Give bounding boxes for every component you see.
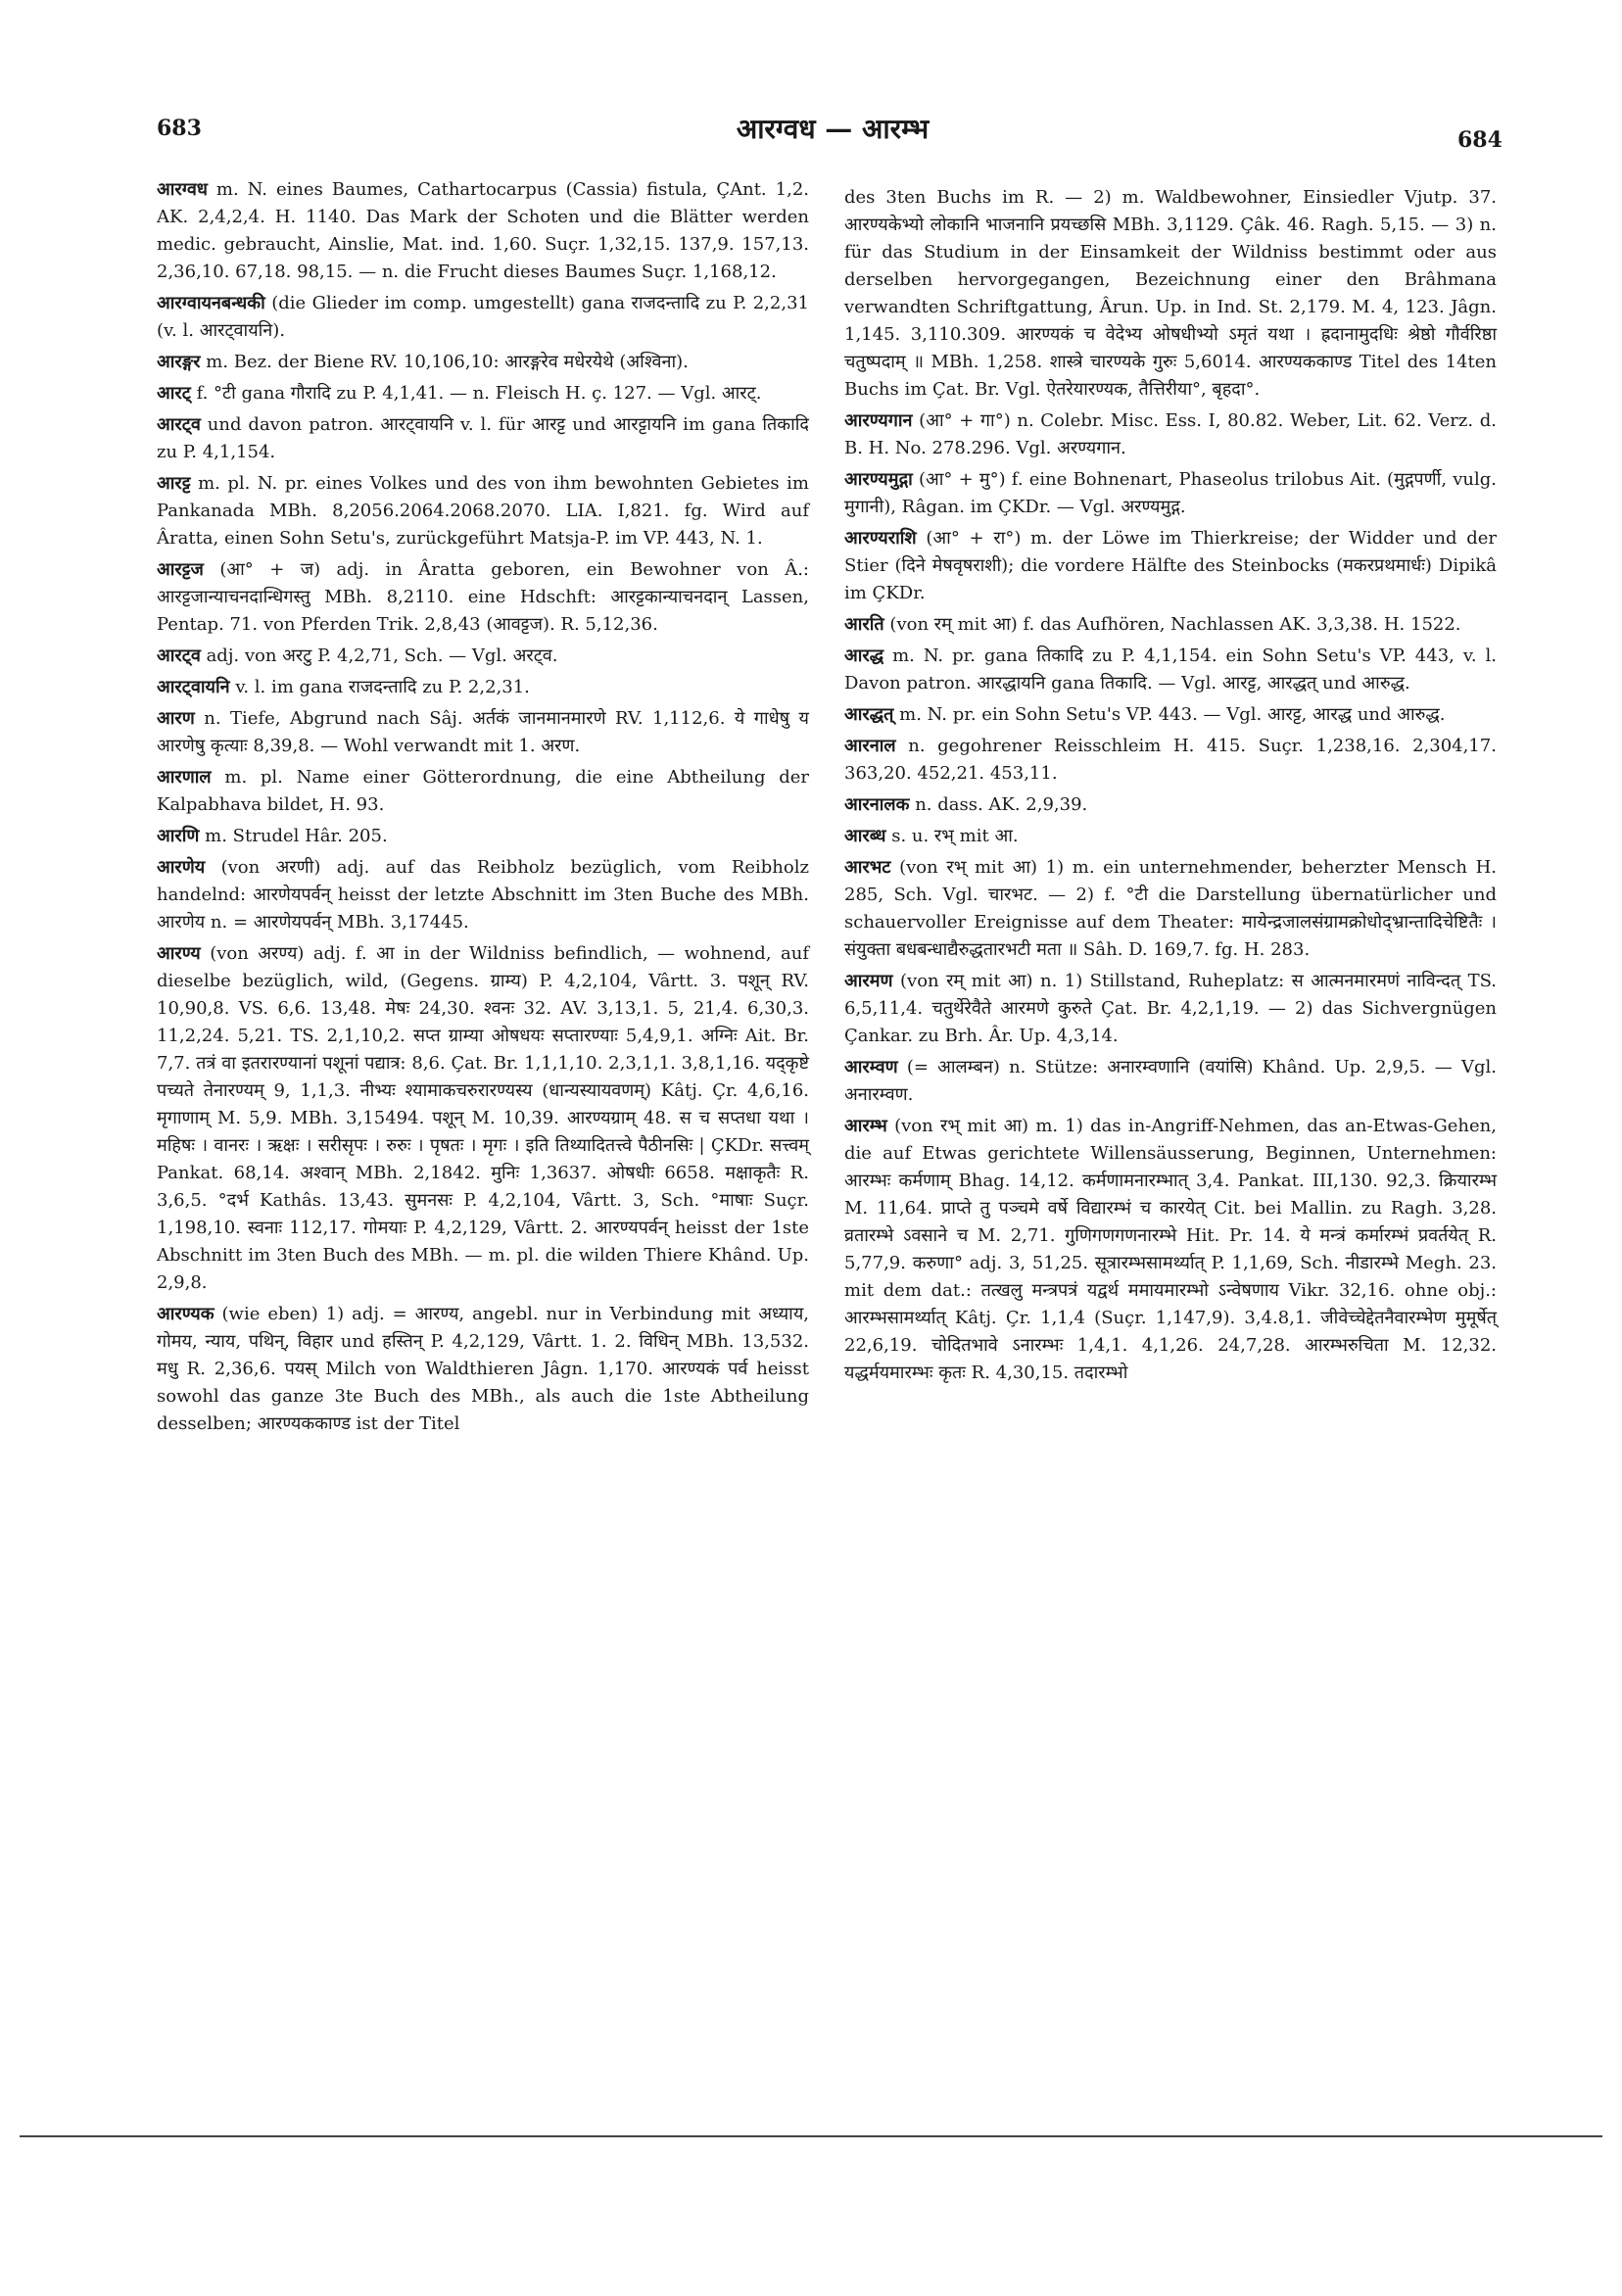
- entry-headword: आरङ्गर: [157, 352, 201, 372]
- entry-definition: m. pl. N. pr. eines Volkes und des von ihm bewohnten Gebietes im Pankanada MBh. 8,2056.2064.2068.2070. LIA. I,821. fg. Wird auf Âratta, einen Sohn Setu's, zurückgeführt Matsja-P. im VP. 443, N. 1.: [157, 473, 809, 549]
- entry-definition: m. N. eines Baumes, Cathartocarpus (Cassia) fistula, ÇAnt. 1,2. AK. 2,4,2,4. H. 1140. Das Mark der Schoten und die Blätter werden medic. gebraucht, Ainslie, Mat. ind. 1,60. Suçr. 1,32,15. 137,9. 157,13. 2,36,10. 67,18. 98,15. — n. die Frucht dieses Baumes Suçr. 1,168,12.: [157, 179, 809, 282]
- entry-headword: आरम्वण: [844, 1057, 898, 1077]
- bottom-rule: [20, 2135, 1602, 2137]
- entry-definition: v. l. im gana राजदन्तादि zu P. 2,2,31.: [235, 677, 530, 697]
- dictionary-entry: [844, 1113, 1497, 1387]
- entry-headword: आरम्भ: [844, 1116, 887, 1136]
- entry-headword: आरट्व: [157, 646, 201, 666]
- dictionary-entry: [157, 940, 809, 1297]
- entry-definition: (आ° + रा°) m. der Löwe im Thierkreise; der Widder und der Stier (दिने मेषवृषराशी); die vordere Hälfte des Steinbocks (मकरप्रथमार्धः) Dipikâ im ÇKDr.: [844, 528, 1497, 603]
- dictionary-entry: [157, 705, 809, 760]
- left-column: [157, 176, 809, 1442]
- entry-headword: आरमण: [844, 971, 893, 991]
- entry-definition: (wie eben) 1) adj. = आरण्य, angebl. nur in Verbindung mit अध्याय, गोमय, न्याय, पथिन्, विहार und हस्तिन् P. 4,2,129, Vârtt. 1. 2. विधिन् MBh. 13,532. मधु R. 2,36,6. पयस् Milch von Waldthieren Jâgn. 1,170. आरण्यकं पर्व heisst sowohl das ganze 3te Buch des MBh., als auch die 1ste Abtheilung desselben; आरण्यककाण्ड ist der Titel: [157, 1304, 809, 1434]
- dictionary-entry: [157, 674, 809, 701]
- entry-headword: आरण्यगान: [844, 410, 913, 431]
- dictionary-entry: [844, 643, 1497, 697]
- entry-definition: (von रम् mit आ) n. 1) Stillstand, Ruheplatz: स आत्मनमारमणं नाविन्दत् TS. 6,5,11,4. चतुर्थेरेवैते आरमणे कुरुते Çat. Br. 4,2,1,19. — 2) das Sichvergnügen Çankar. zu Brh. Âr. Up. 4,3,14.: [844, 971, 1497, 1046]
- dictionary-entry: [157, 380, 809, 407]
- dictionary-entry: [844, 968, 1497, 1050]
- entry-definition: f. °टी gana गौरादि zu P. 4,1,41. — n. Fleisch H. ç. 127. — Vgl. आरट्.: [196, 383, 762, 404]
- dictionary-entry: [157, 470, 809, 552]
- dictionary-entry: [844, 701, 1497, 729]
- entry-headword: आरग्वायनबन्धकी: [157, 293, 265, 313]
- entry-definition: n. gegohrener Reisschleim H. 415. Suçr. 1,238,16. 2,304,17. 363,20. 452,21. 453,11.: [844, 736, 1497, 784]
- dictionary-entry: [157, 1301, 809, 1438]
- page-header-title: आरग्वध — आरम्भ: [736, 113, 930, 145]
- entry-headword: आरद्ध: [844, 646, 884, 666]
- dictionary-entry: [157, 854, 809, 936]
- entry-headword: आरणि: [157, 826, 200, 846]
- dictionary-entry: [844, 611, 1497, 639]
- entry-definition: (von रम् mit आ) f. das Aufhören, Nachlassen AK. 3,3,38. H. 1522.: [889, 614, 1461, 635]
- entry-definition: s. u. रभ् mit आ.: [891, 826, 1019, 846]
- dictionary-entry: [157, 643, 809, 670]
- entry-headword: आरण्यराशि: [844, 528, 917, 549]
- entry-definition: m. N. pr. ein Sohn Setu's VP. 443. — Vgl. आरट्ट, आरद्ध und आरुद्ध.: [899, 704, 1446, 725]
- page-number-right: 684: [1457, 127, 1503, 153]
- dictionary-entry: [844, 407, 1497, 462]
- entry-definition: n. Tiefe, Abgrund nach Sâj. अर्तकं जानमानमारणे RV. 1,112,6. ये गाधेषु य आरणेषु कृत्याः 8,39,8. — Wohl verwandt mit 1. अरण.: [157, 708, 809, 756]
- entry-definition: (आ° + गा°) n. Colebr. Misc. Ess. I, 80.82. Weber, Lit. 62. Verz. d. B. H. No. 278.296. Vgl. अरण्यगान.: [844, 410, 1497, 458]
- dictionary-entry: [844, 823, 1497, 850]
- entry-headword: आरब्ध: [844, 826, 886, 846]
- entry-definition: (= आलम्बन) n. Stütze: अनारम्वणानि (वयांसि) Khând. Up. 2,9,5. — Vgl. अनारम्वण.: [844, 1057, 1497, 1105]
- entry-definition: n. dass. AK. 2,9,39.: [915, 794, 1088, 815]
- entry-definition: (आ° + ज) adj. in Âratta geboren, ein Bewohner von Â.: आरट्टजान्याचनदान्धिगस्तु MBh. 8,2110. eine Hdschft: आरट्टकान्याचनदान् Lassen, Pentap. 71. von Pferden Trik. 2,8,43 (आवट्टज). R. 5,12,36.: [157, 559, 809, 635]
- entry-definition: (von अरणी) adj. auf das Reibholz bezüglich, vom Reibholz handelnd: आरणेयपर्वन् heisst der letzte Abschnitt im 3ten Buche des MBh. आरणेय n. = आरणेयपर्वन् MBh. 3,17445.: [157, 857, 809, 933]
- entry-definition: adj. von अरटु P. 4,2,71, Sch. — Vgl. अरट्व.: [206, 646, 558, 666]
- entry-definition: und davon patron. आरट्वायनि v. l. für आरट्ट und आरट्टायनि im gana तिकादि zu P. 4,1,154.: [157, 414, 809, 462]
- entry-headword: आरट्व: [157, 414, 201, 435]
- entry-headword: आरट्टज: [157, 559, 204, 580]
- dictionary-entry: [844, 1054, 1497, 1109]
- entry-headword: आरभट: [844, 857, 891, 878]
- dictionary-entry: [844, 733, 1497, 788]
- dictionary-entry: [844, 854, 1497, 964]
- dictionary-entry: [157, 556, 809, 639]
- dictionary-entry: [157, 176, 809, 286]
- right-column: [844, 184, 1497, 1391]
- entry-headword: आरट्वायनि: [157, 677, 230, 697]
- dictionary-entry: [844, 791, 1497, 819]
- entry-headword: आरणाल: [157, 767, 212, 788]
- entry-headword: आरद्धत्: [844, 704, 894, 725]
- entry-definition: m. pl. Name einer Götterordnung, die eine Abtheilung der Kalpabhava bildet, H. 93.: [157, 767, 809, 815]
- entry-headword: आरनाल: [844, 736, 896, 756]
- dictionary-entry: [157, 290, 809, 345]
- dictionary-entry: [157, 764, 809, 819]
- entry-definition: m. Bez. der Biene RV. 10,106,10: आरङ्गरेव मधेरयेथे (अश्विना).: [206, 352, 689, 372]
- dictionary-entry: [157, 349, 809, 376]
- entry-definition: (आ° + मु°) f. eine Bohnenart, Phaseolus trilobus Ait. (मुद्गपर्णी, vulg. मुगानी), Râgan. im ÇKDr. — Vgl. अरण्यमुद्ग.: [844, 469, 1497, 517]
- entry-headword: आरण: [157, 708, 195, 729]
- entry-definition: m. N. pr. gana तिकादि zu P. 4,1,154. ein Sohn Setu's VP. 443, v. l. Davon patron. आरद्धायनि gana तिकादि. — Vgl. आरट्ट, आरद्धत् und आरुद्ध.: [844, 646, 1497, 694]
- entry-headword: आरग्वध: [157, 179, 208, 200]
- entry-headword: आरण्य: [157, 943, 201, 964]
- entry-headword: आरट्: [157, 383, 191, 404]
- dictionary-entry: [157, 823, 809, 850]
- entry-definition: des 3ten Buchs im R. — 2) m. Waldbewohner, Einsiedler Vjutp. 37. आरण्यकेभ्यो लोकानि भाजनानि प्रयच्छसि MBh. 3,1129. Çâk. 46. Ragh. 5,15. — 3) n. für das Studium in der Einsamkeit der Wildniss bestimmt oder aus derselben hervorgegangen, Bezeichnung einer den Brâhmana verwandten Schriftgattung, Ârun. Up. in Ind. St. 2,179. M. 4, 123. Jâgn. 1,145. 3,110.309. आरण्यकं च वेदेभ्य ओषधीभ्यो ऽमृतं यथा । ह्रदानामुदधिः श्रेष्ठो गौर्वरिष्ठा चतुष्पदाम् ॥ MBh. 1,258. शास्त्रे चारण्यके गुरुः 5,6014. आरण्यककाण्ड Titel des 14ten Buchs im Çat. Br. Vgl. ऐतरेयारण्यक, तैत्तिरीया°, बृहदा°.: [844, 187, 1497, 400]
- entry-headword: आरण्यक: [157, 1304, 215, 1324]
- entry-definition: (von रभ् mit आ) 1) m. ein unternehmender, beherzter Mensch H. 285, Sch. Vgl. चारभट. — 2) f. °टी die Darstellung übernatürlicher und schauervoller Ereignisse auf dem Theater: मायेन्द्रजालसंग्रामक्रोधोद्भ्रान्तादिचेष्टितैः । संयुक्ता बधबन्धाद्यैरुद्धतारभटी मता ॥ Sâh. D. 169,7. fg. H. 283.: [844, 857, 1497, 960]
- dictionary-entry: [844, 184, 1497, 404]
- dictionary-entry: [844, 525, 1497, 607]
- entry-headword: आरणेय: [157, 857, 206, 878]
- entry-headword: आरण्यमुद्गा: [844, 469, 913, 490]
- dictionary-entry: [844, 466, 1497, 521]
- entry-headword: आरनालक: [844, 794, 910, 815]
- entry-definition: (von अरण्य) adj. f. आ in der Wildniss befindlich, — wohnend, auf dieselbe bezüglich, wild, (Gegens. ग्राम्य) P. 4,2,104, Vârtt. 3. पशून् RV. 10,90,8. VS. 6,6. 13,48. मेषः 24,30. श्वनः 32. AV. 3,13,1. 5, 21,4. 6,30,3. 11,2,24. 5,21. TS. 2,1,10,2. सप्त ग्राम्या ओषधयः सप्तारण्याः 5,4,9,1. अग्निः Ait. Br. 7,7. तत्रं वा इतरारण्यानां पशूनां पद्यात्र: 8,6. Çat. Br. 1,1,1,10. 2,3,1,1. 3,8,1,16. यद्कृष्टे पच्यते तेनारण्यम् 9, 1,1,3. नीभ्यः श्यामाकचरुरारण्यस्य (धान्यस्यायवणम्) Kâtj. Çr. 4,6,16. मृगाणाम् M. 5,9. MBh. 3,15494. पशून् M. 10,39. आरण्यग्राम् 48. स च सप्तधा यथा । महिषः । वानरः । ऋक्षः । सरीसृपः । रुरुः । पृषतः । मृगः । इति तिथ्यादितत्त्वे पैठीनसिः | ÇKDr. सत्त्वम् Pankat. 68,14. अश्वान् MBh. 2,1842. मुनिः 1,3637. ओषधीः 6658. मक्षाकृतैः R. 3,6,5. °दर्भ Kathâs. 13,43. सुमनसः P. 4,2,104, Vârtt. 3, Sch. °माषाः Suçr. 1,198,10. स्वनाः 112,17. गोमयाः P. 4,2,129, Vârtt. 2. आरण्यपर्वन् heisst der 1ste Abschnitt im 3ten Buch des MBh. — m. pl. die wilden Thiere Khând. Up. 2,9,8.: [157, 943, 809, 1293]
- page-number-left: 683: [157, 116, 202, 141]
- entry-headword: आरति: [844, 614, 884, 635]
- entry-definition: (die Glieder im comp. umgestellt) gana राजदन्तादि zu P. 2,2,31 (v. l. आरट्वायनि).: [157, 293, 809, 341]
- entry-headword: आरट्ट: [157, 473, 191, 494]
- dictionary-entry: [157, 411, 809, 466]
- entry-definition: (von रभ् mit आ) m. 1) das in-Angriff-Nehmen, das an-Etwas-Gehen, die auf Etwas gerichtete Willensäusserung, Beginnen, Unternehmen: आरम्भः कर्मणाम् Bhag. 14,12. कर्मणामनारम्भात् 3,4. Pankat. III,130. 92,3. क्रियारम्भ M. 11,64. प्राप्ते तु पञ्चमे वर्षे विद्यारम्भं च कारयेत् Cit. bei Mallin. zu Ragh. 3,28. व्रतारम्भे ऽवसाने च M. 2,71. गुणिगणगणनारम्भे Hit. Pr. 14. ये मन्त्रं कर्मारम्भं प्रवर्तयेत् R. 5,77,9. करुणा° adj. 3, 51,25. सूत्रारम्भसामर्थ्यात् P. 1,1,69, Sch. नीडारम्भे Megh. 23. mit dem dat.: तत्खलु मन्त्रपत्रं यद्वर्थ ममायमारम्भो ऽन्वेषणाय Vikr. 32,16. ohne obj.: आरम्भसामर्थ्यात् Kâtj. Çr. 1,1,4 (Suçr. 1,147,9). 3,4.8,1. जीवेच्चेद्देतनैवारम्भेण मुमूर्षेत् 22,6,19. चोदितभावे ऽनारम्भः 1,4,1. 4,1,26. 24,7,28. आरम्भरुचिता M. 12,32. यद्धर्मयमारम्भः कृतः R. 4,30,15. तदारम्भो: [844, 1116, 1497, 1383]
- entry-definition: m. Strudel Hâr. 205.: [205, 826, 388, 846]
